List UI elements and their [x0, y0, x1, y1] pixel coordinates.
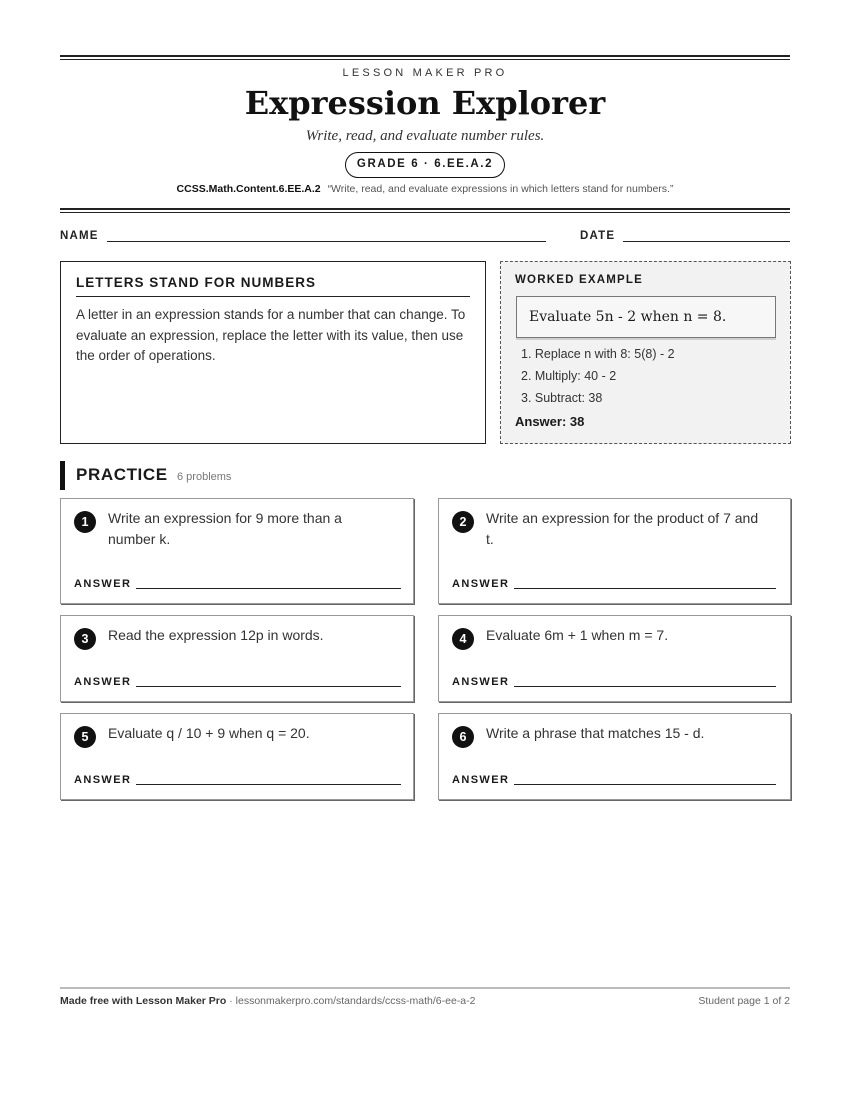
footer-credit — [60, 995, 476, 1007]
problem-prompt: Read the expression 12p in words. — [108, 627, 324, 643]
worked-example-heading: WORKED EXAMPLE — [515, 274, 643, 286]
problem-prompt: Write an expression for 9 more than a number k. — [108, 510, 342, 547]
footer-made-with: Made free with Lesson Maker Pro — [60, 995, 227, 1007]
problem-card — [438, 615, 791, 702]
answer-field[interactable] — [514, 784, 776, 785]
answer-field[interactable] — [136, 784, 401, 785]
answer-label: ANSWER — [74, 578, 132, 590]
worked-example-answer: Answer: 38 — [515, 414, 585, 429]
problem-card — [438, 713, 791, 800]
name-label: NAME — [60, 230, 99, 242]
worked-example-prompt: Evaluate 5n - 2 when n = 8. — [516, 296, 776, 338]
top-rule — [60, 55, 790, 60]
date-field[interactable] — [623, 241, 790, 242]
brand-name: LESSON MAKER PRO — [342, 67, 508, 79]
practice-title: PRACTICE — [76, 465, 168, 484]
standard-text: “Write, read, and evaluate expressions in which letters stand for numbers.” — [327, 183, 674, 195]
standard-line — [0, 183, 850, 195]
concept-box — [60, 261, 486, 444]
problem-number: 3 — [74, 628, 96, 650]
page-title: Expression Explorer — [244, 84, 606, 122]
problem-card — [60, 615, 414, 702]
problem-card — [60, 713, 414, 800]
problem-number: 6 — [452, 726, 474, 748]
problem-number: 4 — [452, 628, 474, 650]
concept-heading: LETTERS STAND FOR NUMBERS — [76, 275, 470, 297]
worked-example-step: 3. Subtract: 38 — [521, 391, 603, 405]
answer-label: ANSWER — [74, 774, 132, 786]
problem-prompt: Write an expression for the product of 7 and t. — [486, 510, 759, 547]
problem-card — [438, 498, 791, 604]
worked-example-box — [500, 261, 791, 444]
answer-label: ANSWER — [74, 676, 132, 688]
concept-body: A letter in an expression stands for a number that can change. To evaluate an expression, replace the letter with its value, then use the order of operations. — [76, 307, 466, 363]
problem-card — [60, 498, 414, 604]
worked-example-step: 2. Multiply: 40 - 2 — [521, 369, 617, 383]
date-label: DATE — [580, 230, 616, 242]
problem-number: 1 — [74, 511, 96, 533]
footer-rule — [60, 987, 790, 989]
problem-number: 5 — [74, 726, 96, 748]
answer-field[interactable] — [514, 588, 776, 589]
practice-accent-bar — [60, 461, 65, 490]
worked-example-steps — [521, 345, 675, 411]
footer-url[interactable]: · lessonmakerpro.com/standards/ccss-math/6-ee-a-2 — [226, 995, 476, 1007]
problem-prompt: Write a phrase that matches 15 - d. — [486, 725, 705, 741]
answer-field[interactable] — [136, 588, 401, 589]
worked-example-step: 1. Replace n with 8: 5(8) - 2 — [521, 347, 675, 361]
header-bottom-rule — [60, 208, 790, 213]
problem-prompt: Evaluate 6m + 1 when m = 7. — [486, 627, 669, 643]
answer-field[interactable] — [514, 686, 776, 687]
page-subtitle: Write, read, and evaluate number rules. — [305, 128, 545, 144]
footer-page-number: Student page 1 of 2 — [698, 995, 790, 1007]
name-field[interactable] — [107, 241, 546, 242]
answer-field[interactable] — [136, 686, 401, 687]
practice-count: 6 problems — [177, 471, 232, 483]
answer-label: ANSWER — [452, 774, 510, 786]
grade-badge: GRADE 6 · 6.EE.A.2 — [345, 152, 505, 178]
answer-label: ANSWER — [452, 578, 510, 590]
answer-label: ANSWER — [452, 676, 510, 688]
problem-prompt: Evaluate q / 10 + 9 when q = 20. — [108, 725, 310, 741]
problem-number: 2 — [452, 511, 474, 533]
standard-code: CCSS.Math.Content.6.EE.A.2 — [176, 183, 321, 195]
